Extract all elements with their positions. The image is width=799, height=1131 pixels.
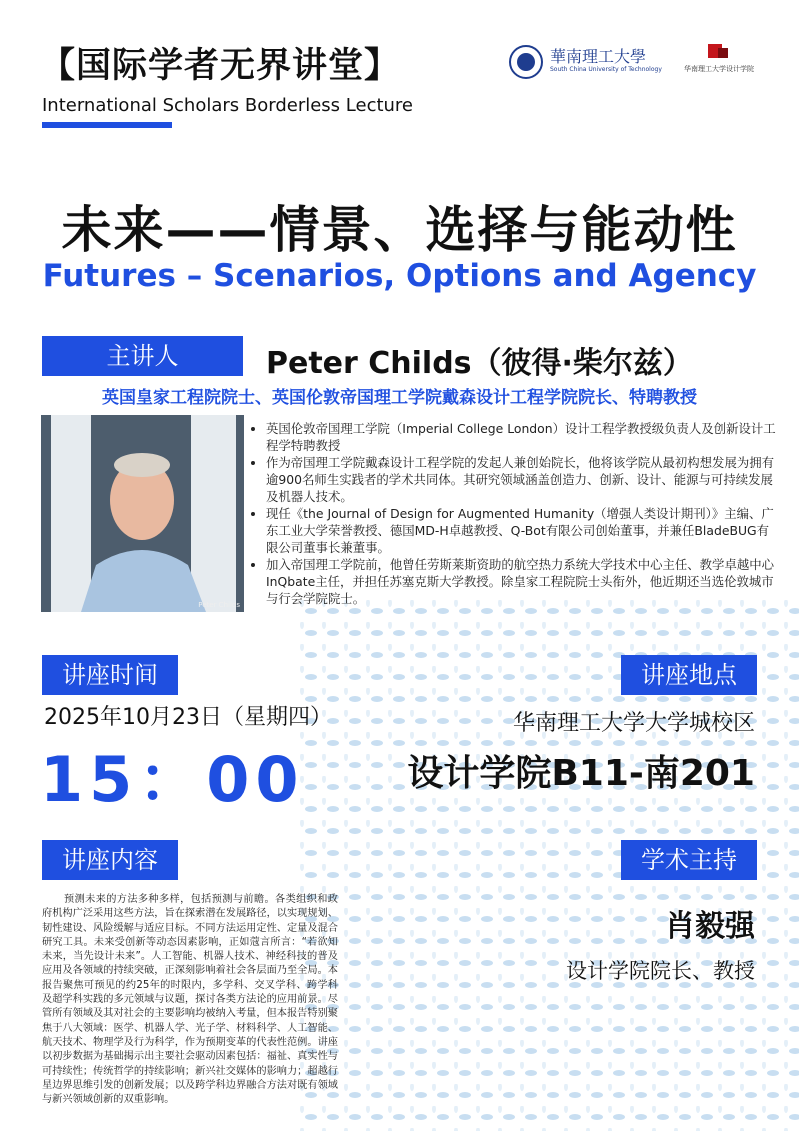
time-tag: 讲座时间 bbox=[42, 655, 178, 695]
series-title: 【国际学者无界讲堂】 bbox=[40, 46, 401, 86]
speaker-titles: 英国皇家工程院院士、英国伦敦帝国理工学院戴森设计工程学院院长、特聘教授 bbox=[102, 388, 697, 408]
lecture-title-cn: 未来——情景、选择与能动性 bbox=[61, 201, 738, 259]
lecture-abstract: 预测未来的方法多种多样，包括预测与前瞻。各类组织和政府机构广泛采用这些方法，旨在探索潜在发展路径，以实现规划、韧性建设、风险缓解与适应目标。不同方法运用定性、定量及混合研究工具。未来受创新等动态因素影响，正如蔻言所言：“若欲知未来，当先设计未来”。人工智能、机器人技术、神经科技的普及应用及各领域的持续突破，正深刻影响着社会各层面乃至全局。本报告聚焦可预见的约25年的时限内，多学科、交叉学科、跨学科及超学科实践的多元领域与议题，探讨各类方法论的应用前景。尽管所有领域及其对社会的主要影响均被纳入考量，但本报告特别聚焦于八大领域：医学、机器人学、光子学、材料科学、人工智能、航天技术、物理学及行为科学，作为预期变革的代表性范例。讲座以初步数据为基础揭示出主要社会驱动因素包括：福祉、真实性与可持续性；传统哲学的持续影响；新兴社交媒体的影响力；超越行星边界思维引发的创新发展；以及跨学科边界融合方法对既有领域与新兴领域创新的双重影响。 bbox=[42, 894, 338, 1106]
speaker-photo bbox=[41, 415, 244, 612]
lecture-date: 2025年10月23日（星期四） bbox=[44, 705, 332, 730]
bio-item: • 现任《the Journal of Design for Augmented Humanity（增强人类设计期刊）》主编、广东工业大学荣誉教授、德国MD-H卓越教授、Q-Bot有限公司创始董事，并兼任BladeBUG有限公司董事长兼董事。 bbox=[266, 505, 776, 556]
bio-item: • 英国伦敦帝国理工学院（Imperial College London）设计工程学教授级负责人及创新设计工程学特聘教授 bbox=[266, 420, 776, 454]
venue-campus: 华南理工大学大学城校区 bbox=[512, 711, 755, 736]
university-logo-en: South China University of Technology bbox=[550, 66, 662, 73]
accent-underline bbox=[42, 122, 172, 128]
lecture-title-en: Futures – Scenarios, Options and Agency bbox=[42, 258, 757, 294]
logo-group bbox=[508, 42, 768, 82]
speaker-bio bbox=[252, 420, 776, 607]
speaker-tag: 主讲人 bbox=[42, 336, 243, 376]
host-name: 肖毅强 bbox=[665, 909, 755, 944]
venue-room: 设计学院B11-南201 bbox=[407, 753, 755, 794]
host-tag: 学术主持 bbox=[621, 840, 757, 880]
photo-caption: Peter Childs bbox=[198, 601, 240, 609]
host-title: 设计学院院长、教授 bbox=[566, 959, 755, 983]
venue-tag: 讲座地点 bbox=[621, 655, 757, 695]
school-logo-text: 华南理工大学设计学院 bbox=[684, 65, 754, 73]
content-tag: 讲座内容 bbox=[42, 840, 178, 880]
speaker-name: Peter Childs（彼得·柴尔兹） bbox=[266, 346, 693, 381]
lecture-time: 15：00 bbox=[40, 743, 305, 816]
series-subtitle: International Scholars Borderless Lecture bbox=[42, 95, 414, 116]
bio-item: • 作为帝国理工学院戴森设计工程学院的发起人兼创始院长，他将该学院从最初构想发展为拥有逾900名师生实践者的学术共同体。其研究领域涵盖创造力、创新、设计、能源与可持续发展及机器人技术。 bbox=[266, 454, 776, 505]
bio-item: • 加入帝国理工学院前，他曾任劳斯莱斯资助的航空热力系统大学技术中心主任、教学卓越中心InQbate主任，并担任苏塞克斯大学教授。除皇家工程院院士头衔外，他近期还当选伦敦城市与行会学院院士。 bbox=[266, 556, 776, 607]
university-logo-text: 華南理工大學 bbox=[550, 47, 647, 66]
